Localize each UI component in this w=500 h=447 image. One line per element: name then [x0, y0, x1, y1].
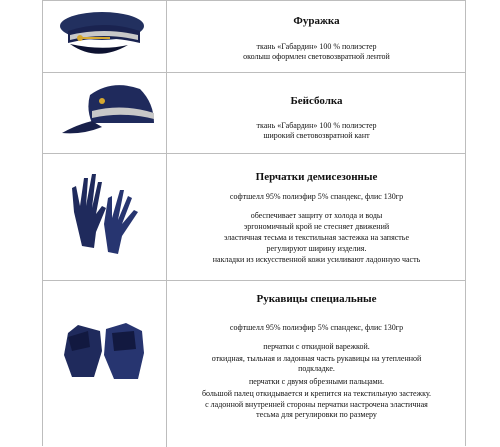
mittens-image-cell [42, 281, 167, 447]
item-line: регулируют ширину изделия. [266, 244, 367, 253]
item-line: перчатки с откидной варежкой. [263, 342, 370, 351]
item-line: тесьма для регулировки по размеру [256, 410, 377, 419]
mittens-icon [42, 281, 166, 447]
baseball-cap-description [167, 73, 466, 154]
mittens-description [167, 281, 466, 447]
cap-image-cell [42, 1, 167, 73]
baseball-cap-icon [42, 73, 166, 154]
item-title: Перчатки демисезонные [255, 171, 378, 183]
product-table [42, 0, 466, 446]
item-title: Рукавицы специальные [256, 293, 377, 305]
item-line: подкладке. [298, 364, 335, 373]
cap-description [167, 1, 466, 73]
item-line: с ладонной внутренней стороны перчатки настрочена эластичная [205, 400, 428, 409]
baseball-cap-image-cell [42, 73, 167, 154]
item-line: софтшелл 95% полиэфир 5% спандекс, флис 130гр [229, 192, 404, 201]
table-row-mittens [42, 280, 466, 447]
table-row-cap [42, 0, 466, 73]
table-row-gloves [42, 153, 466, 281]
item-line: большой палец откидывается и крепится на текстильную застежку. [201, 389, 432, 398]
gloves-image-cell [42, 154, 167, 281]
table-row-baseball-cap [42, 72, 466, 154]
item-line: накладки из искусственной кожи усиливают ладонную часть [212, 255, 421, 264]
item-line: обеспечивает защиту от холода и воды [250, 211, 383, 220]
gloves-icon [42, 154, 166, 281]
item-line: софтшелл 95% полиэфир 5% спандекс, флис 130гр [229, 323, 404, 332]
item-title: Фуражка [293, 15, 340, 27]
item-line: эргономичный крой не стесняет движений [243, 222, 390, 231]
peaked-cap-icon [42, 1, 166, 73]
item-line: околыш оформлен световозвратной лентой [243, 52, 390, 61]
item-title: Бейсболка [290, 95, 343, 107]
item-line: широкий световозвратной кант [263, 131, 370, 140]
item-line: эластичная тесьма и текстильная застежка на запястье [224, 233, 409, 242]
item-line: ткань «Габардин» 100 % полиэстер [256, 121, 377, 130]
item-line: перчатки с двумя обрезными пальцами. [248, 377, 385, 386]
gloves-description [167, 154, 466, 281]
item-line: ткань «Габардин» 100 % полиэстер [256, 42, 377, 51]
item-line: откидная, тыльная и ладонная часть рукавицы на утепленной [211, 354, 422, 363]
